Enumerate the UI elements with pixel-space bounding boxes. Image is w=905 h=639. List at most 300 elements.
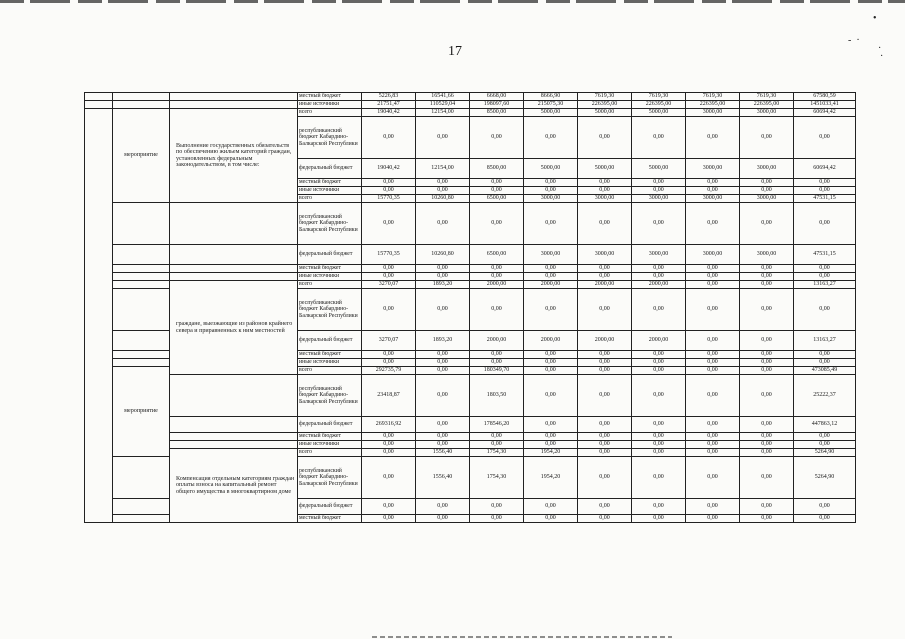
item-description-cell <box>170 441 298 449</box>
amount-cell: 7619,30 <box>686 93 740 101</box>
amount-cell: 0,00 <box>416 433 470 441</box>
item-description-cell <box>170 273 298 281</box>
item-kind-cell <box>113 351 170 359</box>
amount-cell: 0,00 <box>416 179 470 187</box>
amount-cell: 6668,00 <box>470 93 524 101</box>
funding-source-cell: всего <box>298 109 362 117</box>
funding-source-cell: местный бюджет <box>298 265 362 273</box>
amount-cell: 3000,00 <box>632 195 686 203</box>
amount-cell: 6500,00 <box>470 245 524 265</box>
amount-cell: 0,00 <box>740 367 794 375</box>
amount-cell: 0,00 <box>686 375 740 417</box>
amount-cell: 226395,00 <box>578 101 632 109</box>
amount-cell: 10260,80 <box>416 245 470 265</box>
funding-source-cell: республиканский бюджет Кабардино-Балкарской Республики <box>298 375 362 417</box>
table-row <box>85 449 856 457</box>
amount-cell: 5000,00 <box>632 159 686 179</box>
amount-cell: 21751,47 <box>362 101 416 109</box>
scan-speck: • <box>873 13 877 24</box>
item-kind-cell <box>113 289 170 331</box>
amount-cell: 2000,00 <box>578 331 632 351</box>
amount-cell: 0,00 <box>740 117 794 159</box>
item-description-cell <box>170 375 298 417</box>
amount-cell: 0,00 <box>740 281 794 289</box>
item-number-cell <box>85 109 113 523</box>
amount-cell: 0,00 <box>416 265 470 273</box>
item-description-cell: Компенсация отдельным категориям граждан оплаты взноса на капитальный ремонт общего имущества в многоквартирном доме <box>170 449 298 523</box>
amount-cell: 0,00 <box>524 375 578 417</box>
item-kind-cell <box>113 265 170 273</box>
amount-cell: 0,00 <box>416 117 470 159</box>
table-row <box>85 281 856 289</box>
item-kind-cell <box>113 93 170 101</box>
amount-cell: 25222,37 <box>794 375 856 417</box>
amount-cell: 0,00 <box>740 289 794 331</box>
item-kind-cell: мероприятие <box>113 367 170 457</box>
amount-cell: 0,00 <box>632 433 686 441</box>
amount-cell: 0,00 <box>794 265 856 273</box>
amount-cell: 0,00 <box>362 179 416 187</box>
amount-cell: 0,00 <box>578 515 632 523</box>
table-row <box>85 417 856 433</box>
amount-cell: 0,00 <box>740 457 794 499</box>
table-row <box>85 93 856 101</box>
amount-cell: 1556,40 <box>416 457 470 499</box>
funding-source-cell: иные источники <box>298 359 362 367</box>
amount-cell: 3000,00 <box>686 109 740 117</box>
amount-cell: 3270,07 <box>362 331 416 351</box>
amount-cell: 13163,27 <box>794 331 856 351</box>
amount-cell: 10260,80 <box>416 195 470 203</box>
amount-cell: 0,00 <box>794 441 856 449</box>
amount-cell: 0,00 <box>686 359 740 367</box>
amount-cell: 0,00 <box>686 281 740 289</box>
amount-cell: 0,00 <box>578 449 632 457</box>
amount-cell: 0,00 <box>686 449 740 457</box>
amount-cell: 0,00 <box>578 441 632 449</box>
amount-cell: 0,00 <box>740 449 794 457</box>
amount-cell: 60694,42 <box>794 109 856 117</box>
amount-cell: 0,00 <box>524 187 578 195</box>
amount-cell: 226395,00 <box>740 101 794 109</box>
amount-cell: 0,00 <box>740 265 794 273</box>
amount-cell: 5000,00 <box>524 109 578 117</box>
amount-cell: 0,00 <box>578 367 632 375</box>
amount-cell: 0,00 <box>416 499 470 515</box>
funding-source-cell: федеральный бюджет <box>298 331 362 351</box>
amount-cell: 3000,00 <box>578 245 632 265</box>
amount-cell: 226395,00 <box>686 101 740 109</box>
funding-source-cell: иные источники <box>298 101 362 109</box>
table-row <box>85 203 856 245</box>
amount-cell: 0,00 <box>740 203 794 245</box>
amount-cell: 0,00 <box>686 289 740 331</box>
amount-cell: 0,00 <box>362 289 416 331</box>
amount-cell: 0,00 <box>686 117 740 159</box>
amount-cell: 0,00 <box>632 359 686 367</box>
amount-cell: 0,00 <box>632 457 686 499</box>
funding-source-cell: иные источники <box>298 273 362 281</box>
amount-cell: 2000,00 <box>524 281 578 289</box>
funding-source-cell: иные источники <box>298 187 362 195</box>
amount-cell: 0,00 <box>416 417 470 433</box>
funding-source-cell: республиканский бюджет Кабардино-Балкарской Республики <box>298 203 362 245</box>
amount-cell: 0,00 <box>524 367 578 375</box>
item-description-cell: граждане, выезжающие из районов крайнего севера и приравненных к ним местностей <box>170 281 298 375</box>
amount-cell: 3000,00 <box>686 195 740 203</box>
amount-cell: 0,00 <box>632 417 686 433</box>
amount-cell: 0,00 <box>416 187 470 195</box>
amount-cell: 0,00 <box>362 117 416 159</box>
amount-cell: 0,00 <box>578 433 632 441</box>
amount-cell: 1954,20 <box>524 457 578 499</box>
funding-source-cell: республиканский бюджет Кабардино-Балкарской Республики <box>298 289 362 331</box>
item-kind-cell <box>113 245 170 265</box>
amount-cell: 8666,90 <box>524 93 578 101</box>
amount-cell: 19040,42 <box>362 159 416 179</box>
item-kind-cell <box>113 281 170 289</box>
amount-cell: 5000,00 <box>524 159 578 179</box>
amount-cell: 0,00 <box>686 417 740 433</box>
amount-cell: 0,00 <box>470 117 524 159</box>
amount-cell: 0,00 <box>524 359 578 367</box>
amount-cell: 0,00 <box>416 351 470 359</box>
amount-cell: 0,00 <box>794 273 856 281</box>
item-description-cell <box>170 433 298 441</box>
amount-cell: 110529,04 <box>416 101 470 109</box>
amount-cell: 0,00 <box>362 499 416 515</box>
amount-cell: 0,00 <box>524 117 578 159</box>
amount-cell: 0,00 <box>794 203 856 245</box>
amount-cell: 3270,07 <box>362 281 416 289</box>
amount-cell: 0,00 <box>578 457 632 499</box>
amount-cell: 2000,00 <box>470 331 524 351</box>
funding-source-cell: местный бюджет <box>298 351 362 359</box>
amount-cell: 0,00 <box>416 441 470 449</box>
funding-source-cell: местный бюджет <box>298 93 362 101</box>
item-description-cell <box>170 203 298 245</box>
amount-cell: 7619,30 <box>632 93 686 101</box>
amount-cell: 0,00 <box>794 117 856 159</box>
funding-source-cell: всего <box>298 281 362 289</box>
amount-cell: 0,00 <box>794 359 856 367</box>
amount-cell: 0,00 <box>740 331 794 351</box>
amount-cell: 0,00 <box>416 203 470 245</box>
amount-cell: 0,00 <box>578 417 632 433</box>
page-number: 17 <box>448 44 462 59</box>
amount-cell: 0,00 <box>632 289 686 331</box>
amount-cell: 3000,00 <box>740 159 794 179</box>
amount-cell: 0,00 <box>578 179 632 187</box>
table-row <box>85 265 856 273</box>
amount-cell: 0,00 <box>794 179 856 187</box>
amount-cell: 0,00 <box>470 433 524 441</box>
item-kind-cell <box>113 499 170 515</box>
table-row <box>85 433 856 441</box>
amount-cell: 0,00 <box>524 203 578 245</box>
amount-cell: 15770,35 <box>362 195 416 203</box>
amount-cell: 0,00 <box>362 457 416 499</box>
scan-top-border <box>0 0 905 3</box>
amount-cell: 47531,15 <box>794 195 856 203</box>
amount-cell: 3000,00 <box>578 195 632 203</box>
amount-cell: 0,00 <box>416 273 470 281</box>
amount-cell: 0,00 <box>524 289 578 331</box>
amount-cell: 7619,30 <box>578 93 632 101</box>
amount-cell: 3000,00 <box>632 245 686 265</box>
amount-cell: 269316,92 <box>362 417 416 433</box>
amount-cell: 0,00 <box>578 117 632 159</box>
funding-source-cell: местный бюджет <box>298 433 362 441</box>
funding-source-cell: федеральный бюджет <box>298 159 362 179</box>
amount-cell: 180349,70 <box>470 367 524 375</box>
amount-cell: 0,00 <box>362 203 416 245</box>
amount-cell: 0,00 <box>686 441 740 449</box>
scan-speck: - · <box>848 35 860 46</box>
amount-cell: 0,00 <box>362 441 416 449</box>
scan-speck: · <box>880 51 884 62</box>
amount-cell: 0,00 <box>578 289 632 331</box>
amount-cell: 1893,20 <box>416 281 470 289</box>
amount-cell: 0,00 <box>740 179 794 187</box>
amount-cell: 0,00 <box>524 351 578 359</box>
funding-source-cell: всего <box>298 367 362 375</box>
amount-cell: 1803,50 <box>470 375 524 417</box>
funding-source-cell: местный бюджет <box>298 515 362 523</box>
amount-cell: 0,00 <box>362 187 416 195</box>
amount-cell: 0,00 <box>686 265 740 273</box>
amount-cell: 0,00 <box>686 457 740 499</box>
amount-cell: 0,00 <box>740 187 794 195</box>
amount-cell: 447863,12 <box>794 417 856 433</box>
amount-cell: 0,00 <box>578 499 632 515</box>
amount-cell: 60694,42 <box>794 159 856 179</box>
amount-cell: 0,00 <box>686 499 740 515</box>
amount-cell: 0,00 <box>416 375 470 417</box>
amount-cell: 0,00 <box>632 367 686 375</box>
item-description-cell <box>170 245 298 265</box>
amount-cell: 0,00 <box>470 179 524 187</box>
amount-cell: 1556,40 <box>416 449 470 457</box>
amount-cell: 0,00 <box>632 499 686 515</box>
amount-cell: 0,00 <box>686 203 740 245</box>
amount-cell: 23418,87 <box>362 375 416 417</box>
amount-cell: 1954,20 <box>524 449 578 457</box>
amount-cell: 3000,00 <box>524 245 578 265</box>
amount-cell: 0,00 <box>632 515 686 523</box>
amount-cell: 7619,30 <box>740 93 794 101</box>
amount-cell: 0,00 <box>740 515 794 523</box>
amount-cell: 0,00 <box>416 367 470 375</box>
amount-cell: 8500,00 <box>470 159 524 179</box>
amount-cell: 0,00 <box>362 273 416 281</box>
amount-cell: 67580,59 <box>794 93 856 101</box>
amount-cell: 0,00 <box>362 449 416 457</box>
table-row <box>85 109 856 117</box>
item-description-cell <box>170 93 298 101</box>
item-kind-cell <box>113 203 170 245</box>
amount-cell: 0,00 <box>632 351 686 359</box>
amount-cell: 0,00 <box>686 187 740 195</box>
amount-cell: 2000,00 <box>470 281 524 289</box>
amount-cell: 5000,00 <box>632 109 686 117</box>
amount-cell: 0,00 <box>416 515 470 523</box>
amount-cell: 19040,42 <box>362 109 416 117</box>
amount-cell: 1451033,41 <box>794 101 856 109</box>
amount-cell: 16541,66 <box>416 93 470 101</box>
scan-speck: · <box>878 43 882 54</box>
amount-cell: 0,00 <box>740 273 794 281</box>
funding-source-cell: федеральный бюджет <box>298 245 362 265</box>
table-row <box>85 441 856 449</box>
funding-source-cell: всего <box>298 195 362 203</box>
amount-cell: 215075,30 <box>524 101 578 109</box>
amount-cell: 0,00 <box>362 359 416 367</box>
amount-cell: 0,00 <box>632 449 686 457</box>
amount-cell: 0,00 <box>632 117 686 159</box>
amount-cell: 3000,00 <box>524 195 578 203</box>
amount-cell: 0,00 <box>524 265 578 273</box>
amount-cell: 178546,20 <box>470 417 524 433</box>
amount-cell: 0,00 <box>470 265 524 273</box>
item-description-cell: Выполнение государственных обязательств по обеспечению жильем категорий граждан, установленных федеральным законодательством, в том числе: <box>170 109 298 203</box>
amount-cell: 3000,00 <box>740 245 794 265</box>
amount-cell: 6500,00 <box>470 195 524 203</box>
amount-cell: 0,00 <box>740 433 794 441</box>
amount-cell: 0,00 <box>524 417 578 433</box>
item-description-cell <box>170 101 298 109</box>
amount-cell: 0,00 <box>632 265 686 273</box>
amount-cell: 0,00 <box>362 433 416 441</box>
amount-cell: 0,00 <box>632 187 686 195</box>
amount-cell: 5264,90 <box>794 457 856 499</box>
amount-cell: 0,00 <box>740 499 794 515</box>
amount-cell: 1754,30 <box>470 457 524 499</box>
amount-cell: 0,00 <box>470 499 524 515</box>
funding-source-cell: местный бюджет <box>298 179 362 187</box>
amount-cell: 0,00 <box>470 351 524 359</box>
table-row <box>85 101 856 109</box>
amount-cell: 0,00 <box>632 375 686 417</box>
item-number-cell <box>85 93 113 101</box>
item-description-cell <box>170 417 298 433</box>
amount-cell: 2000,00 <box>632 331 686 351</box>
amount-cell: 0,00 <box>578 187 632 195</box>
amount-cell: 0,00 <box>524 433 578 441</box>
budget-table <box>84 92 856 523</box>
amount-cell: 0,00 <box>470 187 524 195</box>
amount-cell: 0,00 <box>686 273 740 281</box>
amount-cell: 0,00 <box>740 351 794 359</box>
table-row <box>85 375 856 417</box>
amount-cell: 5226,83 <box>362 93 416 101</box>
amount-cell: 0,00 <box>740 359 794 367</box>
amount-cell: 0,00 <box>686 351 740 359</box>
amount-cell: 12154,00 <box>416 109 470 117</box>
item-kind-cell <box>113 457 170 499</box>
amount-cell: 0,00 <box>578 359 632 367</box>
amount-cell: 0,00 <box>740 441 794 449</box>
amount-cell: 0,00 <box>470 515 524 523</box>
amount-cell: 0,00 <box>416 359 470 367</box>
amount-cell: 12154,00 <box>416 159 470 179</box>
funding-source-cell: всего <box>298 449 362 457</box>
amount-cell: 1754,30 <box>470 449 524 457</box>
table-row <box>85 245 856 265</box>
item-kind-cell: мероприятие <box>113 109 170 203</box>
amount-cell: 0,00 <box>416 289 470 331</box>
amount-cell: 13163,27 <box>794 281 856 289</box>
amount-cell: 0,00 <box>524 499 578 515</box>
amount-cell: 0,00 <box>686 367 740 375</box>
item-kind-cell <box>113 515 170 523</box>
item-description-cell <box>170 265 298 273</box>
amount-cell: 0,00 <box>362 265 416 273</box>
amount-cell: 0,00 <box>470 203 524 245</box>
amount-cell: 2000,00 <box>524 331 578 351</box>
amount-cell: 15770,35 <box>362 245 416 265</box>
amount-cell: 5264,90 <box>794 449 856 457</box>
amount-cell: 0,00 <box>578 203 632 245</box>
amount-cell: 0,00 <box>578 375 632 417</box>
amount-cell: 0,00 <box>632 203 686 245</box>
amount-cell: 0,00 <box>686 331 740 351</box>
amount-cell: 198097,60 <box>470 101 524 109</box>
amount-cell: 0,00 <box>362 351 416 359</box>
amount-cell: 226395,00 <box>632 101 686 109</box>
item-kind-cell <box>113 359 170 367</box>
amount-cell: 0,00 <box>740 375 794 417</box>
amount-cell: 0,00 <box>632 441 686 449</box>
amount-cell: 0,00 <box>470 441 524 449</box>
amount-cell: 5000,00 <box>578 159 632 179</box>
scan-bottom-border <box>372 636 672 638</box>
item-kind-cell <box>113 101 170 109</box>
amount-cell: 3000,00 <box>740 195 794 203</box>
amount-cell: 0,00 <box>794 433 856 441</box>
funding-source-cell: федеральный бюджет <box>298 417 362 433</box>
amount-cell: 473085,49 <box>794 367 856 375</box>
amount-cell: 5000,00 <box>578 109 632 117</box>
amount-cell: 292735,79 <box>362 367 416 375</box>
amount-cell: 3000,00 <box>686 245 740 265</box>
amount-cell: 0,00 <box>362 515 416 523</box>
amount-cell: 0,00 <box>794 289 856 331</box>
funding-source-cell: республиканский бюджет Кабардино-Балкарской Республики <box>298 117 362 159</box>
item-number-cell <box>85 101 113 109</box>
amount-cell: 0,00 <box>686 433 740 441</box>
amount-cell: 3000,00 <box>740 109 794 117</box>
table-row <box>85 273 856 281</box>
funding-source-cell: иные источники <box>298 441 362 449</box>
item-kind-cell <box>113 331 170 351</box>
amount-cell: 0,00 <box>740 417 794 433</box>
amount-cell: 0,00 <box>632 273 686 281</box>
item-kind-cell <box>113 273 170 281</box>
amount-cell: 0,00 <box>794 187 856 195</box>
amount-cell: 0,00 <box>632 179 686 187</box>
amount-cell: 2000,00 <box>632 281 686 289</box>
amount-cell: 2000,00 <box>578 281 632 289</box>
amount-cell: 0,00 <box>794 499 856 515</box>
amount-cell: 0,00 <box>470 289 524 331</box>
amount-cell: 0,00 <box>524 273 578 281</box>
funding-source-cell: республиканский бюджет Кабардино-Балкарской Республики <box>298 457 362 499</box>
amount-cell: 0,00 <box>794 515 856 523</box>
amount-cell: 0,00 <box>794 351 856 359</box>
amount-cell: 0,00 <box>686 179 740 187</box>
amount-cell: 8500,00 <box>470 109 524 117</box>
